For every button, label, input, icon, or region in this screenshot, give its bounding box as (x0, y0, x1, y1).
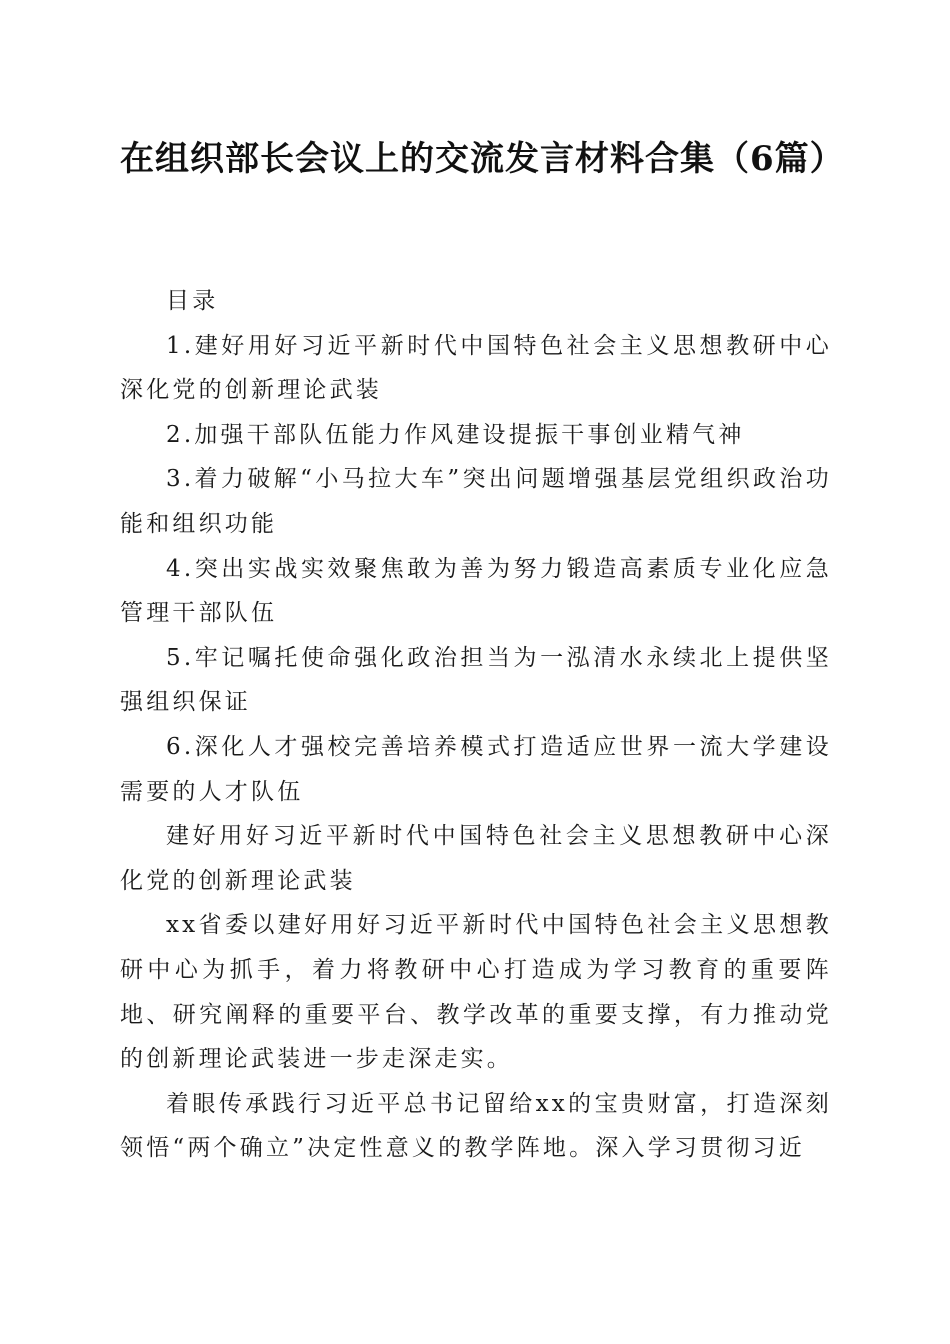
toc-heading: 目录 (166, 288, 219, 314)
body-paragraph: 着眼传承践行习近平总书记留给xx的宝贵财富，打造深刻领悟“两个确立”决定性意义的教学阵地。深入学习贯彻习近 (120, 1090, 832, 1162)
toc-item: 4.突出实战实效聚焦敢为善为努力锻造高素质专业化应急管理干部队伍 (120, 555, 832, 627)
document-body (120, 279, 832, 1171)
body-paragraph: xx省委以建好用好习近平新时代中国特色社会主义思想教研中心为抓手，着力将教研中心打造成为学习教育的重要阵地、研究阐释的重要平台、教学改革的重要支撑，有力推动党的创新理论武装进一步走深走实。 (120, 912, 832, 1073)
toc-item: 3.着力破解“小马拉大车”突出问题增强基层党组织政治功能和组织功能 (120, 466, 832, 537)
toc-item: 5.牢记嘱托使命强化政治担当为一泓清水永续北上提供坚强组织保证 (120, 644, 832, 716)
toc-item: 2.加强干部队伍能力作风建设提振干事创业精气神 (166, 421, 745, 448)
section-heading: 建好用好习近平新时代中国特色社会主义思想教研中心深化党的创新理论武装 (120, 823, 832, 894)
toc-item: 6.深化人才强校完善培养模式打造适应世界一流大学建设需要的人才队伍 (120, 733, 832, 805)
document-title: 在组织部长会议上的交流发言材料合集（6篇） (120, 139, 845, 179)
toc-item: 1.建好用好习近平新时代中国特色社会主义思想教研中心深化党的创新理论武装 (120, 332, 832, 404)
